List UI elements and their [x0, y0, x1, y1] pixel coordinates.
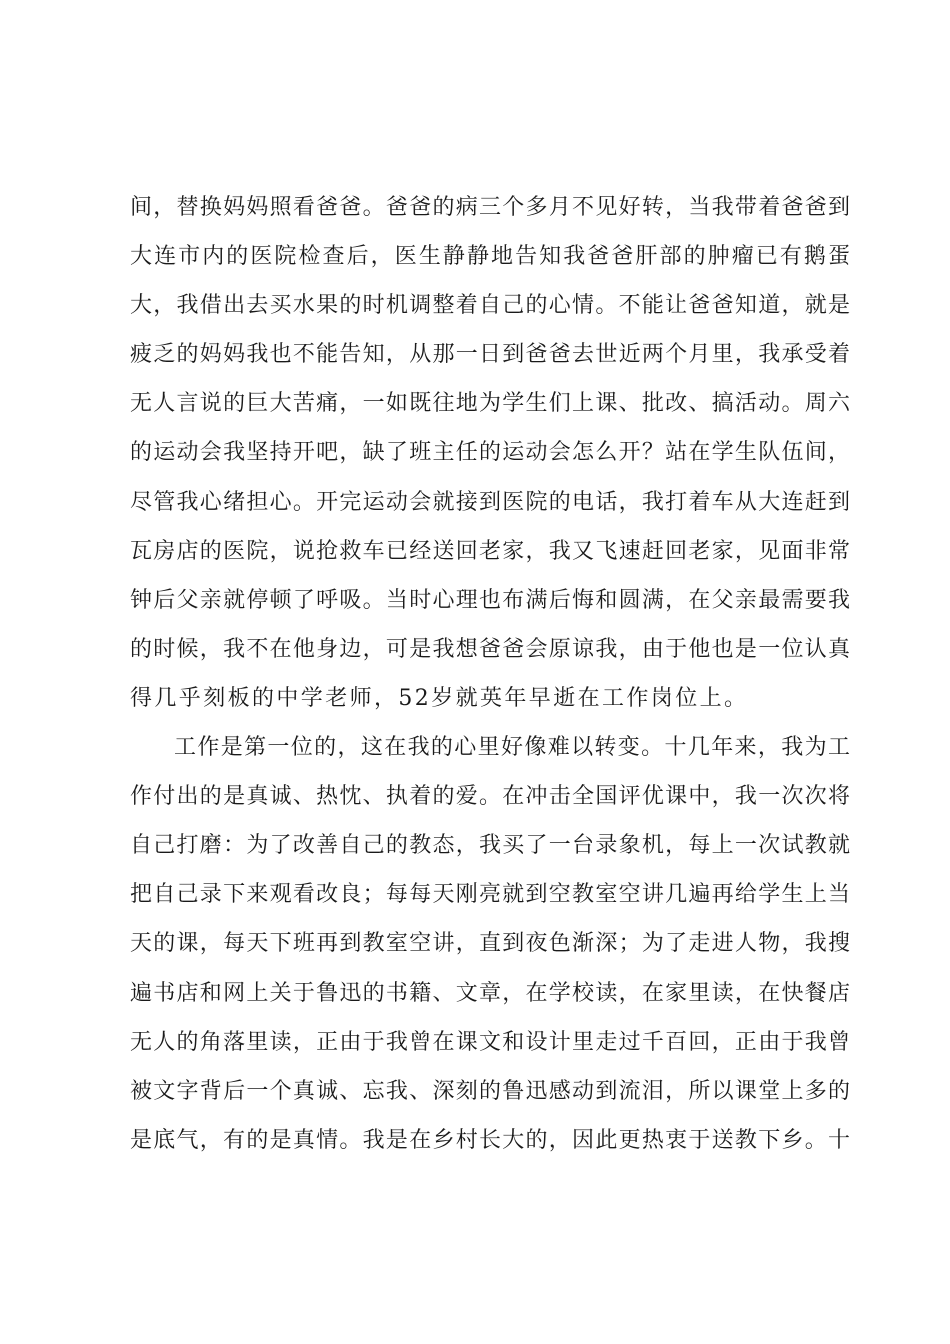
text-line: 自己打磨：为了改善自己的教态，我买了一台录象机，每上一次试教就 — [130, 833, 850, 859]
text-line: 疲乏的妈妈我也不能告知，从那一日到爸爸去世近两个月里，我承受着 — [130, 342, 850, 368]
text-line: 是底气，有的是真情。我是在乡村长大的，因此更热衷于送教下乡。十 — [130, 1127, 850, 1153]
text-line: 尽管我心绪担心。开完运动会就接到医院的电话，我打着车从大连赶到 — [130, 489, 850, 515]
text-line: 遍书店和网上关于鲁迅的书籍、文章，在学校读，在家里读，在快餐店 — [130, 980, 850, 1006]
paragraph-1 — [130, 183, 850, 723]
text-line: 的运动会我坚持开吧，缺了班主任的运动会怎么开？站在学生队伍间， — [130, 440, 850, 466]
text-line: 被文字背后一个真诚、忘我、深刻的鲁迅感动到流泪，所以课堂上多的 — [130, 1078, 850, 1104]
text-line: 把自己录下来观看改良；每每天刚亮就到空教室空讲几遍再给学生上当 — [130, 882, 850, 908]
text-line: 瓦房店的医院，说抢救车已经送回老家，我又飞速赶回老家，见面非常 — [130, 538, 850, 564]
text-line-first: 工作是第一位的，这在我的心里好像难以转变。十几年来，我为工 — [174, 735, 850, 761]
text-line: 的时候，我不在他身边，可是我想爸爸会原谅我，由于他也是一位认真 — [130, 636, 850, 662]
text-line: 作付出的是真诚、热忱、执着的爱。在冲击全国评优课中，我一次次将 — [130, 784, 850, 810]
text-line-last: 得几乎刻板的中学老师，52岁就英年早逝在工作岗位上。 — [130, 685, 749, 711]
text-line: 无人言说的巨大苦痛，一如既往地为学生们上课、批改、搞活动。周六 — [130, 391, 850, 417]
text-line: 大连市内的医院检查后，医生静静地告知我爸爸肝部的肿瘤已有鹅蛋 — [130, 244, 850, 270]
document-body — [130, 183, 850, 1165]
text-line: 间，替换妈妈照看爸爸。爸爸的病三个多月不见好转，当我带着爸爸到 — [130, 195, 850, 220]
text-line: 无人的角落里读，正由于我曾在课文和设计里走过千百回，正由于我曾 — [130, 1029, 850, 1055]
paragraph-2 — [130, 723, 850, 1165]
text-line: 大，我借出去买水果的时机调整着自己的心情。不能让爸爸知道，就是 — [130, 293, 850, 319]
text-line: 天的课，每天下班再到教室空讲，直到夜色渐深；为了走进人物，我搜 — [130, 931, 850, 957]
text-line: 钟后父亲就停顿了呼吸。当时心理也布满后悔和圆满，在父亲最需要我 — [130, 587, 850, 613]
